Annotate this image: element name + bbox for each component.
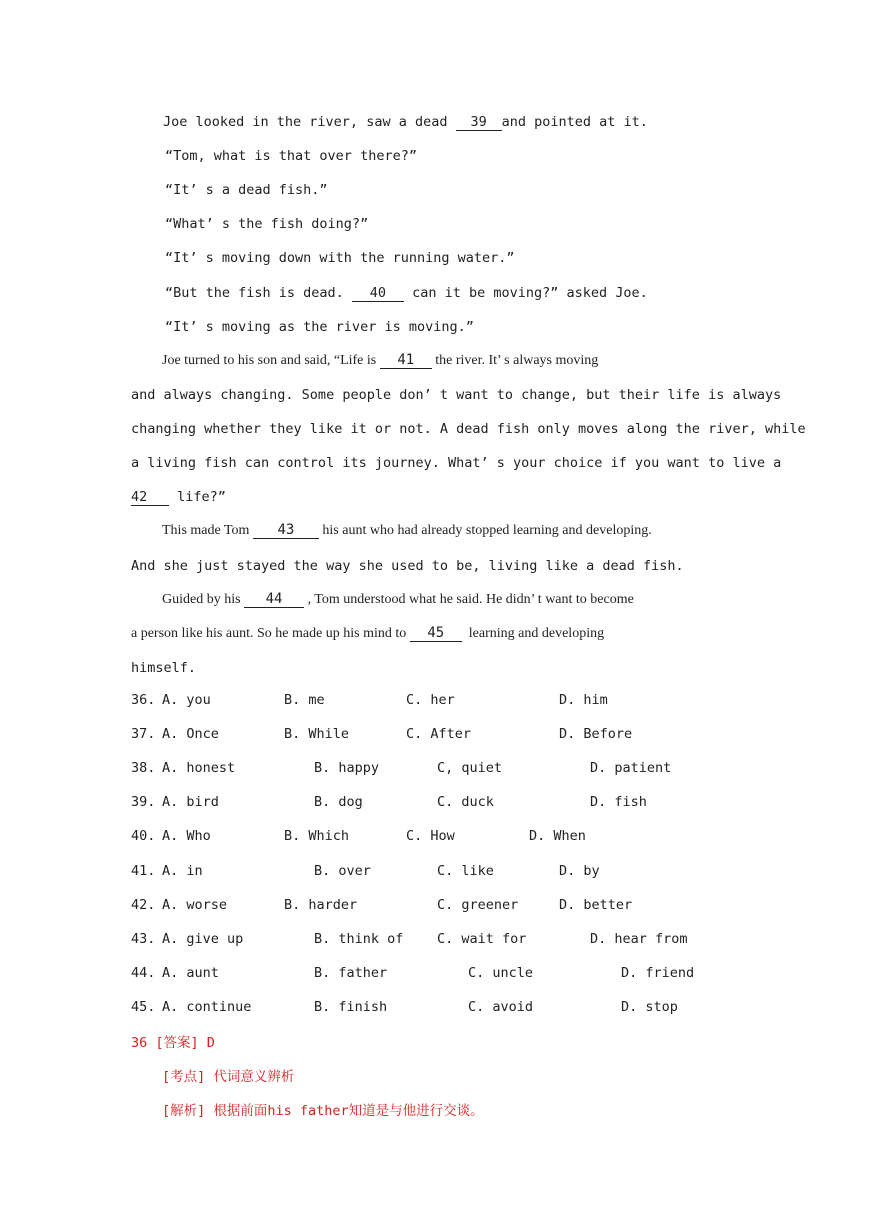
answer-blank: 43 bbox=[253, 522, 319, 539]
option-a: A. you bbox=[162, 692, 211, 708]
option-b: B. finish bbox=[314, 998, 388, 1015]
option-a: A. Once bbox=[162, 726, 219, 743]
option-b: B. harder bbox=[284, 896, 358, 913]
option-d: D. stop bbox=[621, 998, 678, 1015]
answer-blank: 41 bbox=[380, 352, 432, 369]
passage-line: changing whether they like it or not. A dead fish only moves along the river, while bbox=[131, 421, 806, 437]
option-d: D. When bbox=[529, 828, 586, 845]
answer-blank: 45 bbox=[410, 625, 462, 642]
option-d: D. fish bbox=[590, 794, 647, 811]
option-a: A. continue bbox=[162, 998, 252, 1015]
option-c: C. duck bbox=[437, 794, 494, 811]
option-d: D. hear from bbox=[590, 930, 688, 947]
option-b: B. father bbox=[314, 964, 388, 981]
passage-line: a living fish can control its journey. What’ s your choice if you want to live a bbox=[131, 455, 782, 471]
question-number: 37. bbox=[131, 726, 156, 743]
option-b: B. think of bbox=[314, 930, 404, 947]
question-number: 43. bbox=[131, 930, 156, 947]
passage-line: himself. bbox=[131, 660, 197, 676]
answer-analysis: [解析] 根据前面his father知道是与他进行交谈。 bbox=[162, 1103, 484, 1119]
question-number: 42. bbox=[131, 896, 156, 913]
answer-blank: 42 bbox=[131, 489, 169, 506]
option-a: A. bird bbox=[162, 794, 219, 811]
option-d: D. him bbox=[559, 692, 608, 708]
option-b: B. over bbox=[314, 862, 371, 879]
answer-heading: 36 [答案] D bbox=[131, 1035, 215, 1051]
option-c: C. After bbox=[406, 726, 472, 743]
option-d: D. patient bbox=[590, 760, 672, 777]
option-a: A. give up bbox=[162, 930, 244, 947]
dialogue-line: “It’ s moving down with the running water.” bbox=[165, 250, 515, 266]
dialogue-line: “It’ s moving as the river is moving.” bbox=[165, 319, 474, 335]
dialogue-line: “It’ s a dead fish.” bbox=[165, 182, 328, 198]
answer-blank: 39 bbox=[456, 114, 502, 131]
passage-line: 42 life?” bbox=[131, 489, 226, 505]
option-b: B. me bbox=[284, 692, 325, 708]
option-a: A. in bbox=[162, 862, 203, 879]
question-number: 36. bbox=[131, 692, 156, 708]
dialogue-line: “But the fish is dead. 40 can it be moving?” asked Joe. bbox=[165, 285, 648, 301]
answer-blank: 40 bbox=[352, 285, 404, 302]
option-a: A. worse bbox=[162, 896, 228, 913]
option-c: C. How bbox=[406, 828, 455, 845]
passage-line: This made Tom 43 his aunt who had already stopped learning and developing. bbox=[162, 522, 652, 538]
option-d: D. better bbox=[559, 896, 633, 913]
option-d: D. by bbox=[559, 862, 600, 879]
option-a: A. Who bbox=[162, 828, 211, 845]
option-a: A. aunt bbox=[162, 964, 219, 981]
passage-line: Joe looked in the river, saw a dead 39 and pointed at it. bbox=[163, 114, 648, 130]
dialogue-line: “What’ s the fish doing?” bbox=[165, 216, 369, 232]
option-b: B. Which bbox=[284, 828, 350, 845]
answer-blank: 44 bbox=[244, 591, 304, 608]
option-c: C. greener bbox=[437, 896, 519, 913]
question-number: 44. bbox=[131, 964, 156, 981]
question-number: 41. bbox=[131, 862, 156, 879]
option-b: B. While bbox=[284, 726, 350, 743]
passage-line: Guided by his 44 , Tom understood what he said. He didn’ t want to become bbox=[162, 591, 634, 607]
option-d: D. Before bbox=[559, 726, 633, 743]
option-d: D. friend bbox=[621, 964, 695, 981]
answer-point: [考点] 代词意义辨析 bbox=[162, 1069, 295, 1085]
passage-line: and always changing. Some people don’ t want to change, but their life is always bbox=[131, 387, 782, 403]
option-c: C. her bbox=[406, 692, 455, 708]
dialogue-line: “Tom, what is that over there?” bbox=[165, 148, 417, 164]
option-c: C. wait for bbox=[437, 930, 527, 947]
question-number: 39. bbox=[131, 794, 156, 811]
question-number: 38. bbox=[131, 760, 156, 777]
option-c: C, quiet bbox=[437, 760, 503, 777]
question-number: 40. bbox=[131, 828, 156, 845]
question-number: 45. bbox=[131, 998, 156, 1015]
option-b: B. dog bbox=[314, 794, 363, 811]
option-a: A. honest bbox=[162, 760, 236, 777]
passage-line: a person like his aunt. So he made up his mind to 45 learning and developing bbox=[131, 625, 605, 641]
passage-line: And she just stayed the way she used to be, living like a dead fish. bbox=[131, 558, 684, 574]
option-c: C. avoid bbox=[468, 998, 534, 1015]
option-c: C. uncle bbox=[468, 964, 534, 981]
passage-line: Joe turned to his son and said, “Life is 41 the river. It’ s always moving bbox=[162, 352, 599, 368]
option-c: C. like bbox=[437, 862, 494, 879]
option-b: B. happy bbox=[314, 760, 380, 777]
